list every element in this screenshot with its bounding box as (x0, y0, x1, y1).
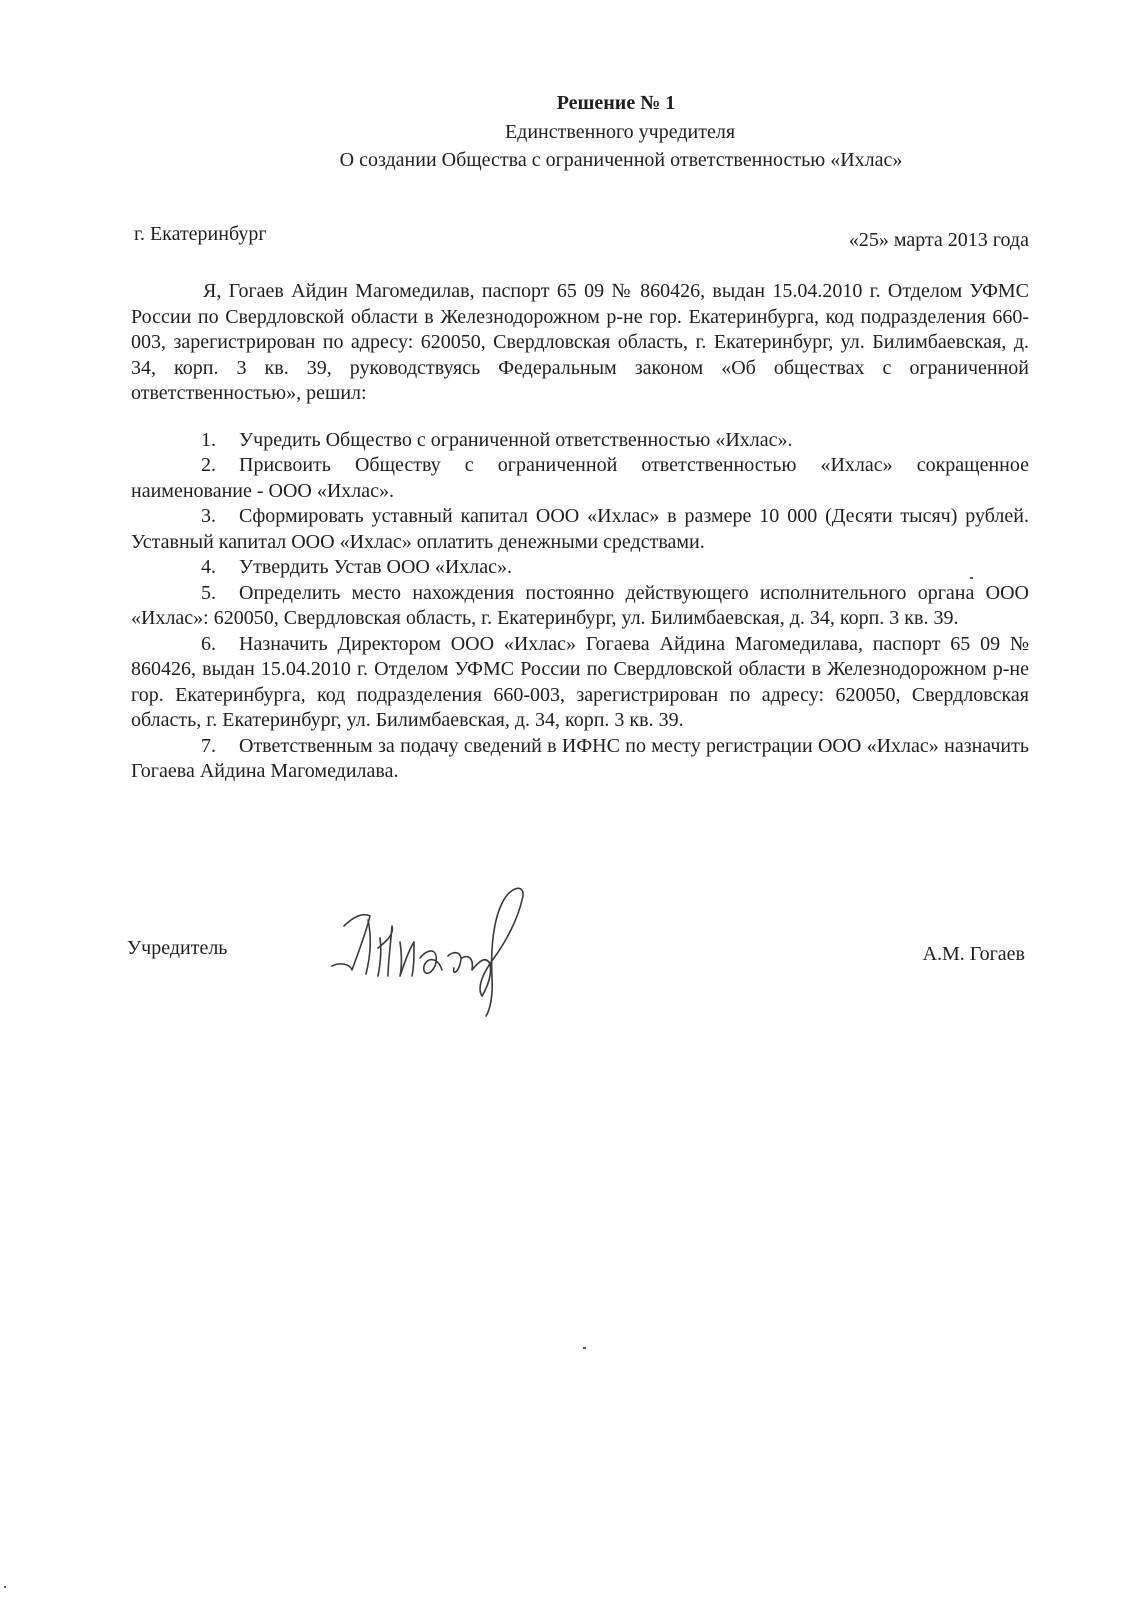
document-date: «25» марта 2013 года (848, 229, 1029, 251)
item-number: 3. (201, 505, 216, 527)
signatory-name: А.М. Гогаев (922, 943, 1025, 965)
document-subject: О создании Общества с ограниченной ответственностью «Ихлас» (339, 149, 903, 171)
item-number: 7. (201, 734, 216, 757)
intro-paragraph: Я, Гогаев Айдин Магомедилав, паспорт 65 09 № 860426, выдан 15.04.2010 г. Отделом УФМС России по Свердловской области в Железнодорожном р-не гор. Екатеринбурга, код подразделения 660-003, зарегистрирован по адресу: 620050, Свердловская область, г. Екатеринбург, ул. Билимбаевская, д. 34, корп. 3 кв. 39, руководствуясь Федеральным законом «Об обществах с ограниченной ответственностью», решил: (131, 280, 1029, 404)
item-text: Определить место нахождения постоянно действующего исполнительного органа ООО «Ихлас»: 620050, Свердловская область, г. Екатеринбург, ул. Билимбаевская, д. 34, корп. 3 кв. 39. (131, 581, 1029, 629)
item-number: 1. (201, 428, 216, 451)
item-text: Ответственным за подачу сведений в ИФНС по месту регистрации ООО «Ихлас» назначить Гогаева Айдина Магомедилава. (131, 734, 1029, 782)
document-header (0, 88, 1122, 174)
item-number: 5. (201, 581, 216, 604)
scan-speck (970, 577, 973, 579)
document-subtitle: Единственного учредителя (504, 121, 736, 143)
item-number: 6. (201, 632, 216, 655)
document-body (131, 279, 1029, 785)
decision-item-7 (131, 734, 1029, 785)
signatory-role: Учредитель (127, 937, 228, 959)
scan-speck (4, 1586, 6, 1588)
decision-item-4 (131, 555, 1029, 581)
item-text: Утвердить Устав ООО «Ихлас». (239, 556, 513, 578)
document-title: Решение № 1 (556, 92, 676, 114)
decision-item-2 (131, 453, 1029, 504)
item-text: Сформировать уставный капитал ООО «Ихлас» в размере 10 000 (Десяти тысяч) рублей. Уставный капитал ООО «Ихлас» оплатить денежными средствами. (131, 505, 1029, 553)
item-text: Присвоить Обществу с ограниченной ответственностью «Ихлас» сокращенное наименование - ООО «Ихлас». (131, 454, 1029, 502)
item-number: 4. (201, 556, 216, 578)
decision-item-3 (131, 504, 1029, 555)
handwritten-signature (322, 878, 552, 1018)
item-number: 2. (201, 454, 216, 476)
decision-item-5 (131, 581, 1029, 632)
decision-item-1 (131, 428, 1029, 454)
item-text: Учредить Общество с ограниченной ответственностью «Ихлас». (239, 428, 793, 451)
document-place: г. Екатеринбург (134, 223, 267, 245)
item-text: Назначить Директором ООО «Ихлас» Гогаева Айдина Магомедилава, паспорт 65 09 № 860426, выдан 15.04.2010 г. Отделом УФМС России по Свердловской области в Железнодорожном р-не гор. Екатеринбурга, код подразделения 660-003, зарегистрирован по адресу: 620050, Свердловская область, г. Екатеринбург, ул. Билимбаевская, д. 34, корп. 3 кв. 39. (131, 632, 1029, 731)
decision-item-6 (131, 632, 1029, 734)
scan-speck (583, 1347, 586, 1349)
